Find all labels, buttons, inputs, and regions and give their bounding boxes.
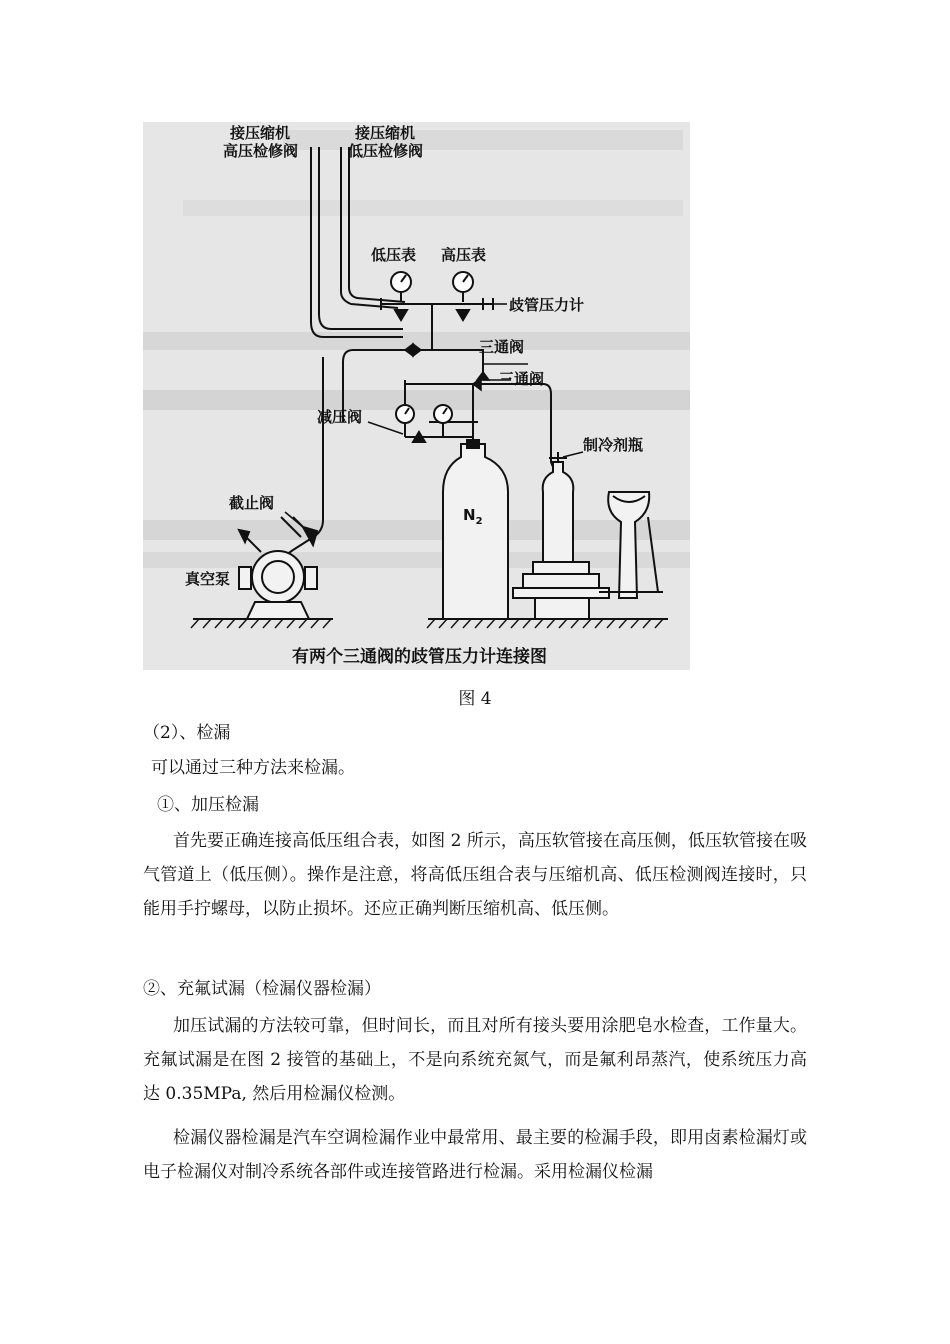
subheading-refrigerant-test: ②、充氟试漏（检漏仪器检漏） [143,979,381,999]
label-compressor-low-line2: 低压检修阀 [348,142,424,160]
subheading-pressure-test: ①、加压检漏 [157,795,259,815]
label-three-way-1: 三通阀 [479,338,525,356]
manifold-connection-figure [143,122,690,670]
label-shutoff: 截止阀 [229,494,275,512]
label-compressor-low-line1: 接压缩机 [355,124,416,142]
label-high-gauge: 高压表 [441,246,487,264]
figure-drawing [143,122,690,670]
label-three-way-2: 三通阀 [499,370,545,388]
figure-caption: 有两个三通阀的歧管压力计连接图 [292,647,547,667]
label-vacuum-pump: 真空泵 [185,570,231,588]
nitrogen-cylinder [443,440,508,619]
paragraph-instrument-test: 检漏仪器检漏是汽车空调检漏作业中最常用、最主要的检漏手段，即用卤素检漏灯或电子检漏仪对制冷系统各部件或连接管路进行检漏。采用检漏仪检漏 [143,1128,807,1182]
label-low-gauge: 低压表 [371,246,417,264]
paragraph-refrigerant-test: 加压试漏的方法较可靠，但时间长，而且对所有接头要用涂肥皂水检查，工作量大。充氟试漏是在图 2 接管的基础上，不是向系统充氮气，而是氟利昂蒸汽，使系统压力高达 0.35MPa, 然后用检漏仪检测。 [143,1016,807,1104]
label-compressor-high-line2: 高压检修阀 [223,142,299,160]
figure-number: 图 4 [458,689,492,709]
intro-text: 可以通过三种方法来检漏。 [151,758,355,778]
label-reducer: 减压阀 [317,408,363,426]
label-manifold: 歧管压力计 [509,296,585,314]
paragraph-pressure-test: 首先要正确连接高低压组合表，如图 2 所示，高压软管接在高压侧，低压软管接在吸气管道上（低压侧）。操作是注意，将高低压组合表与压缩机高、低压检测阀连接时，只能用手拧螺母，以防止损坏。还应正确判断压缩机高、低压侧。 [143,831,807,919]
label-refrigerant: 制冷剂瓶 [583,436,644,454]
heading-leak-detection: （2）、检漏 [143,723,231,743]
label-compressor-high-line1: 接压缩机 [230,124,291,142]
label-nitrogen: $N_2$ [463,506,483,527]
